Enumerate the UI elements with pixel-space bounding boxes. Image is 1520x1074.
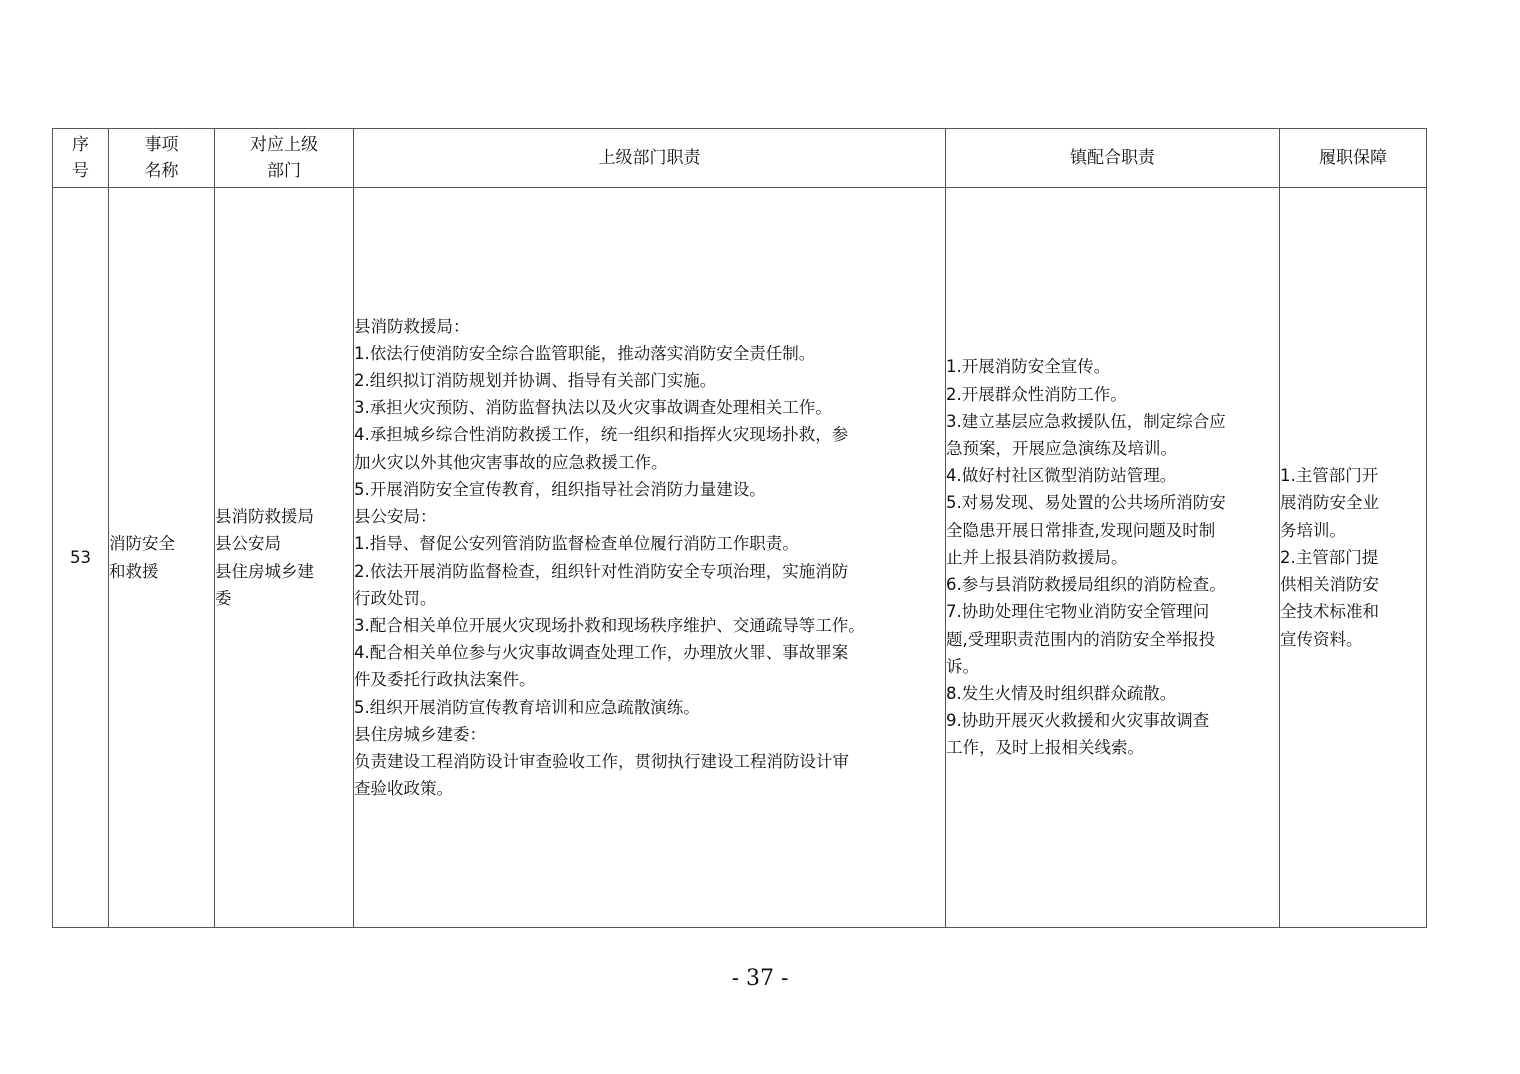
- cell-upper-duties-text: [354, 313, 945, 803]
- text-line: 负责建设工程消防设计审查验收工作，贯彻执行建设工程消防设计审: [354, 751, 849, 771]
- cell-no-text: [53, 544, 108, 571]
- text-line: 5.开展消防安全宣传教育，组织指导社会消防力量建设。: [354, 479, 766, 499]
- text-line: 6.参与县消防救援局组织的消防检查。: [946, 575, 1226, 595]
- text-line: 2.主管部门提: [1280, 547, 1379, 567]
- text-line: 3.配合相关单位开展火灾现场扑救和现场秩序维护、交通疏导等工作。: [354, 615, 865, 635]
- text-line: 委: [215, 588, 232, 608]
- duty-table: [52, 128, 1427, 928]
- text-line: 县住房城乡建委：: [354, 724, 486, 744]
- cell-guarantee-text: [1280, 462, 1426, 652]
- cell-no: [53, 188, 109, 928]
- text-line: 加火灾以外其他灾害事故的应急救援工作。: [354, 452, 668, 472]
- text-line: 2.组织拟订消防规划并协调、指导有关部门实施。: [354, 371, 717, 391]
- text-line: 工作，及时上报相关线索。: [946, 738, 1144, 758]
- text-line: 4.配合相关单位参与火灾事故调查处理工作，办理放火罪、事故罪案: [354, 643, 849, 663]
- text-line: 5.对易发现、易处置的公共场所消防安: [946, 493, 1226, 513]
- page-number: - 37 -: [731, 966, 789, 991]
- text-line: 2.依法开展消防监督检查，组织针对性消防安全专项治理，实施消防: [354, 561, 849, 581]
- text-line: 查验收政策。: [354, 779, 453, 799]
- header-upper-dept-text: [215, 132, 353, 184]
- text-line: 名称: [144, 161, 179, 181]
- text-line: 题,受理职责范围内的消防安全举报投: [946, 629, 1216, 649]
- text-line: 4.承担城乡综合性消防救援工作，统一组织和指挥火灾现场扑救，参: [354, 425, 849, 445]
- text-line: 行政处罚。: [354, 588, 437, 608]
- text-line: 急预案，开展应急演练及培训。: [946, 439, 1177, 459]
- cell-item-name: [109, 188, 215, 928]
- header-upper-duties: [354, 129, 946, 188]
- header-no: [53, 129, 109, 188]
- cell-town-duties: [946, 188, 1280, 928]
- header-item-name-text: [109, 132, 214, 184]
- header-upper-duties-text: [354, 145, 945, 171]
- header-item-name: [109, 129, 215, 188]
- text-line: 4.做好村社区微型消防站管理。: [946, 466, 1177, 486]
- header-row: [53, 129, 1427, 188]
- text-line: 3.承担火灾预防、消防监督执法以及火灾事故调查处理相关工作。: [354, 398, 832, 418]
- text-line: 1.指导、督促公安列管消防监督检查单位履行消防工作职责。: [354, 534, 799, 554]
- text-line: 务培训。: [1280, 520, 1346, 540]
- text-line: 件及委托行政执法案件。: [354, 670, 536, 690]
- text-line: 对应上级: [250, 135, 318, 155]
- text-line: 县消防救援局：: [354, 316, 470, 336]
- text-line: 宣传资料。: [1280, 629, 1363, 649]
- text-line: 53: [70, 547, 91, 567]
- text-line: 1.主管部门开: [1280, 466, 1379, 486]
- text-line: 部门: [267, 161, 301, 181]
- text-line: 事项: [144, 135, 179, 155]
- header-guarantee: [1280, 129, 1427, 188]
- text-line: 和救援: [109, 561, 159, 581]
- text-line: 全隐患开展日常排查,发现问题及时制: [946, 520, 1216, 540]
- text-line: 县公安局: [215, 534, 281, 554]
- cell-upper-dept-text: [215, 503, 353, 612]
- text-line: 1.开展消防安全宣传。: [946, 357, 1111, 377]
- text-line: 9.协助开展灭火救援和火灾事故调查: [946, 711, 1210, 731]
- text-line: 1.依法行使消防安全综合监管职能，推动落实消防安全责任制。: [354, 343, 816, 363]
- text-line: 3.建立基层应急救援队伍，制定综合应: [946, 411, 1226, 431]
- text-line: 7.协助处理住宅物业消防安全管理问: [946, 602, 1210, 622]
- header-guarantee-text: [1280, 145, 1426, 171]
- text-line: 消防安全: [109, 534, 175, 554]
- text-line: 县住房城乡建: [215, 561, 314, 581]
- text-line: 履职保障: [1319, 148, 1387, 168]
- text-line: 诉。: [946, 656, 979, 676]
- table-row: [53, 188, 1427, 928]
- text-line: 展消防安全业: [1280, 493, 1379, 513]
- text-line: 全技术标准和: [1280, 602, 1379, 622]
- cell-upper-dept: [215, 188, 354, 928]
- text-line: 2.开展群众性消防工作。: [946, 384, 1127, 404]
- cell-town-duties-text: [946, 353, 1279, 761]
- text-line: 县消防救援局: [215, 507, 314, 527]
- text-line: 号: [72, 161, 89, 181]
- cell-item-name-text: [109, 530, 214, 584]
- header-upper-dept: [215, 129, 354, 188]
- header-no-text: [53, 132, 108, 184]
- cell-upper-duties: [354, 188, 946, 928]
- text-line: 上级部门职责: [598, 148, 701, 168]
- text-line: 镇配合职责: [1070, 148, 1155, 168]
- header-town-duties-text: [946, 145, 1279, 171]
- text-line: 序: [72, 135, 89, 155]
- text-line: 供相关消防安: [1280, 575, 1379, 595]
- text-line: 8.发生火情及时组织群众疏散。: [946, 683, 1177, 703]
- header-town-duties: [946, 129, 1280, 188]
- text-line: 县公安局：: [354, 507, 437, 527]
- text-line: 止并上报县消防救援局。: [946, 547, 1128, 567]
- cell-guarantee: [1280, 188, 1427, 928]
- text-line: 5.组织开展消防宣传教育培训和应急疏散演练。: [354, 697, 700, 717]
